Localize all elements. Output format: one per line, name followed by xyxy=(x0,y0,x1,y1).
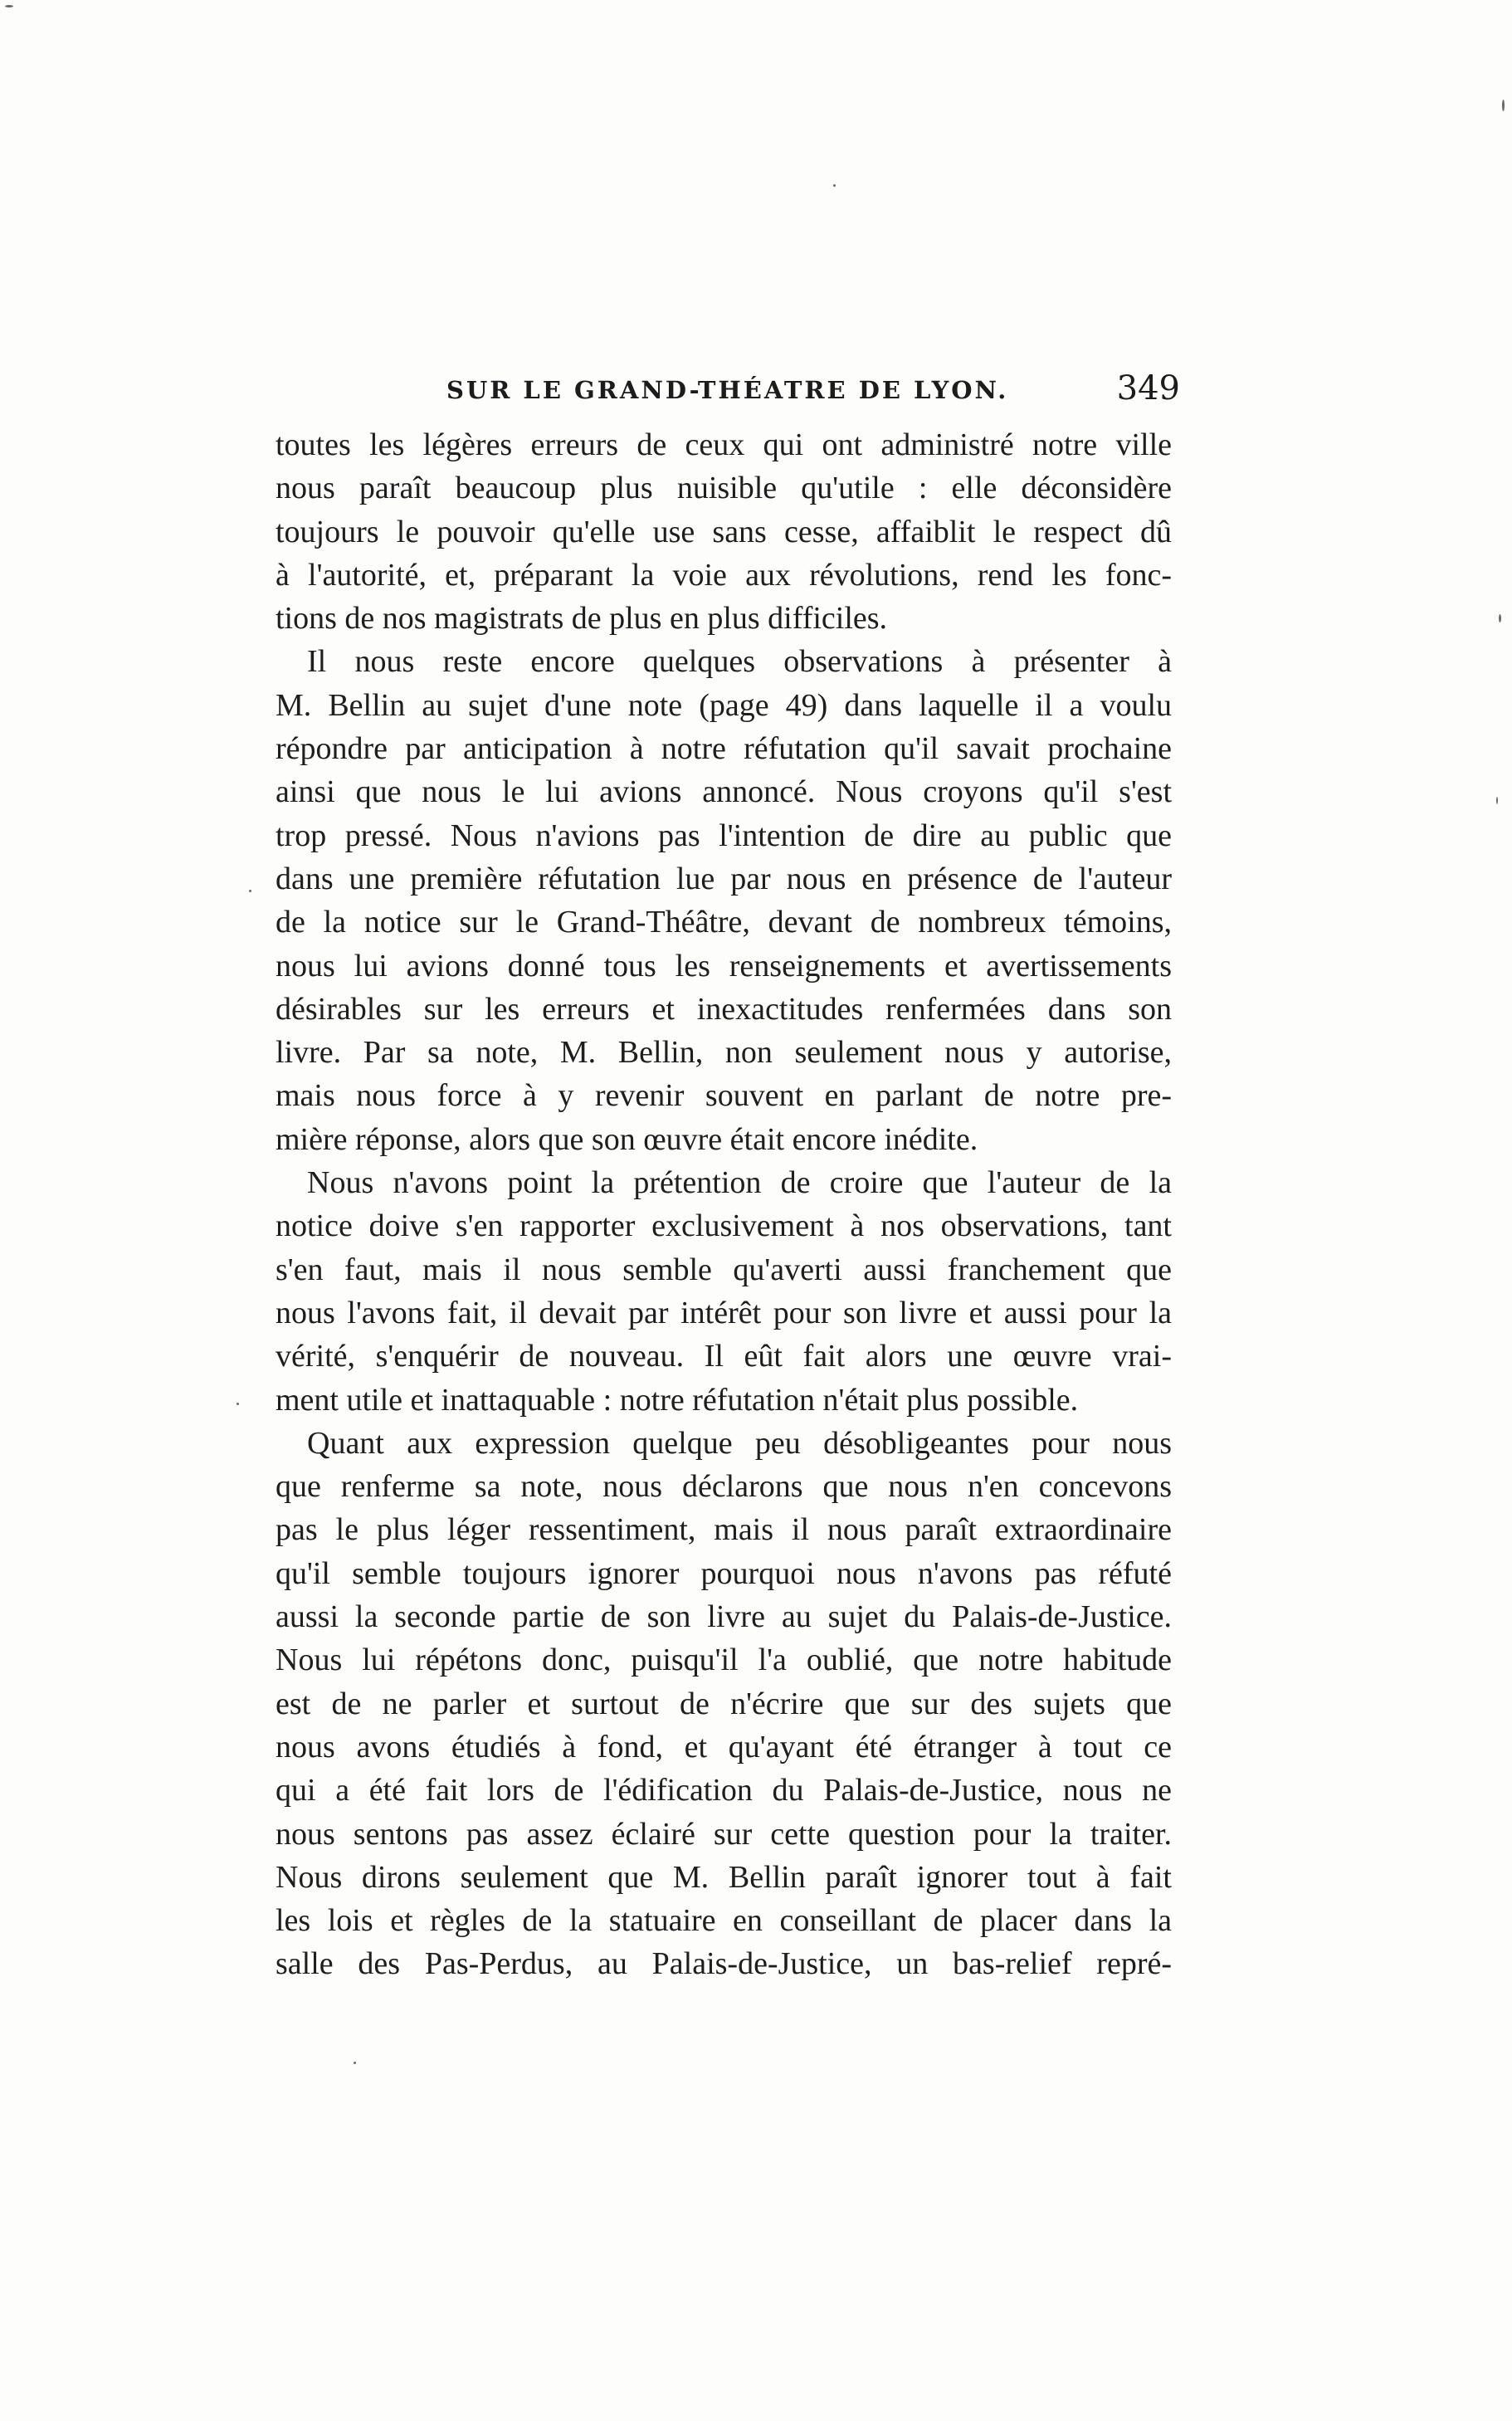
running-header xyxy=(446,369,1180,419)
text-line: Nous lui répétons donc, puisqu'il l'a oublié, que notre habitude xyxy=(276,1642,1172,1678)
text-line: salle des Pas-Perdus, au Palais-de-Justice, un bas-relief repré- xyxy=(276,1946,1172,1982)
scan-speck xyxy=(237,1403,239,1405)
text-line: dans une première réfutation lue par nous en présence de l'auteur xyxy=(276,861,1172,896)
text-line: désirables sur les erreurs et inexactitudes renfermées dans son xyxy=(276,991,1172,1027)
text-line: Quant aux expression quelque peu désobligeantes pour nous xyxy=(307,1425,1172,1461)
text-line: tions de nos magistrats de plus en plus difficiles. xyxy=(276,601,888,637)
text-line: de la notice sur le Grand-Théâtre, devant de nombreux témoins, xyxy=(276,905,1172,940)
text-line: pas le plus léger ressentiment, mais il nous paraît extraordinaire xyxy=(276,1512,1172,1548)
text-line: s'en faut, mais il nous semble qu'averti aussi franchement que xyxy=(276,1252,1172,1287)
text-line: ainsi que nous le lui avions annoncé. Nous croyons qu'il s'est xyxy=(276,774,1172,810)
text-line: Nous dirons seulement que M. Bellin paraît ignorer tout à fait xyxy=(276,1859,1172,1895)
text-line: mière réponse, alors que son œuvre était encore inédite. xyxy=(276,1121,978,1157)
body-text xyxy=(276,423,1172,1986)
text-line: livre. Par sa note, M. Bellin, non seulement nous y autorise, xyxy=(276,1035,1172,1071)
scan-speck xyxy=(833,184,836,187)
text-line: ment utile et inattaquable : notre réfutation n'était plus possible. xyxy=(276,1382,1079,1418)
text-line: qui a été fait lors de l'édification du Palais-de-Justice, nous ne xyxy=(276,1773,1172,1808)
text-line: répondre par anticipation à notre réfutation qu'il savait prochaine xyxy=(276,731,1172,767)
text-line: toutes les légères erreurs de ceux qui ont administré notre ville xyxy=(276,427,1172,462)
scan-speck xyxy=(249,890,251,892)
text-line: vérité, s'enquérir de nouveau. Il eût fait alors une œuvre vrai- xyxy=(276,1339,1172,1374)
text-line: Il nous reste encore quelques observations à présenter à xyxy=(307,644,1172,680)
text-line: nous sentons pas assez éclairé sur cette question pour la traiter. xyxy=(276,1816,1172,1852)
text-line: nous paraît beaucoup plus nuisible qu'utile : elle déconsidère xyxy=(276,471,1172,506)
text-line: aussi la seconde partie de son livre au sujet du Palais-de-Justice. xyxy=(276,1599,1172,1635)
text-line: que renferme sa note, nous déclarons que nous n'en concevons xyxy=(276,1469,1172,1505)
scan-speck xyxy=(5,5,13,7)
text-line: nous l'avons fait, il devait par intérêt pour son livre et aussi pour la xyxy=(276,1295,1172,1330)
text-line: nous avons étudiés à fond, et qu'ayant été étranger à tout ce xyxy=(276,1729,1172,1764)
text-line: à l'autorité, et, préparant la voie aux révolutions, rend les fonc- xyxy=(276,557,1172,593)
text-line: M. Bellin au sujet d'une note (page 49) dans laquelle il a voulu xyxy=(276,687,1172,723)
text-line: nous lui avions donné tous les renseignements et avertissements xyxy=(276,948,1172,984)
text-line: Nous n'avons point la prétention de croire que l'auteur de la xyxy=(307,1165,1172,1201)
text-line: toujours le pouvoir qu'elle use sans cesse, affaiblit le respect dû xyxy=(276,514,1172,549)
text-line: notice doive s'en rapporter exclusivement à nos observations, tant xyxy=(276,1208,1172,1244)
text-line: les lois et règles de la statuaire en conseillant de placer dans la xyxy=(276,1903,1172,1939)
running-title: SUR LE GRAND-THÉATRE DE LYON. xyxy=(446,376,1009,404)
scan-speck xyxy=(1496,797,1498,804)
text-line: est de ne parler et surtout de n'écrire que sur des sujets que xyxy=(276,1686,1172,1721)
text-line: mais nous force à y revenir souvent en parlant de notre pre- xyxy=(276,1078,1172,1114)
scan-speck xyxy=(1502,100,1505,111)
text-line: qu'il semble toujours ignorer pourquoi nous n'avons pas réfuté xyxy=(276,1555,1172,1591)
page-number: 349 xyxy=(1116,369,1180,408)
scan-speck xyxy=(354,2062,356,2064)
text-line: trop pressé. Nous n'avions pas l'intention de dire au public que xyxy=(276,818,1172,853)
scan-speck xyxy=(1499,614,1501,622)
